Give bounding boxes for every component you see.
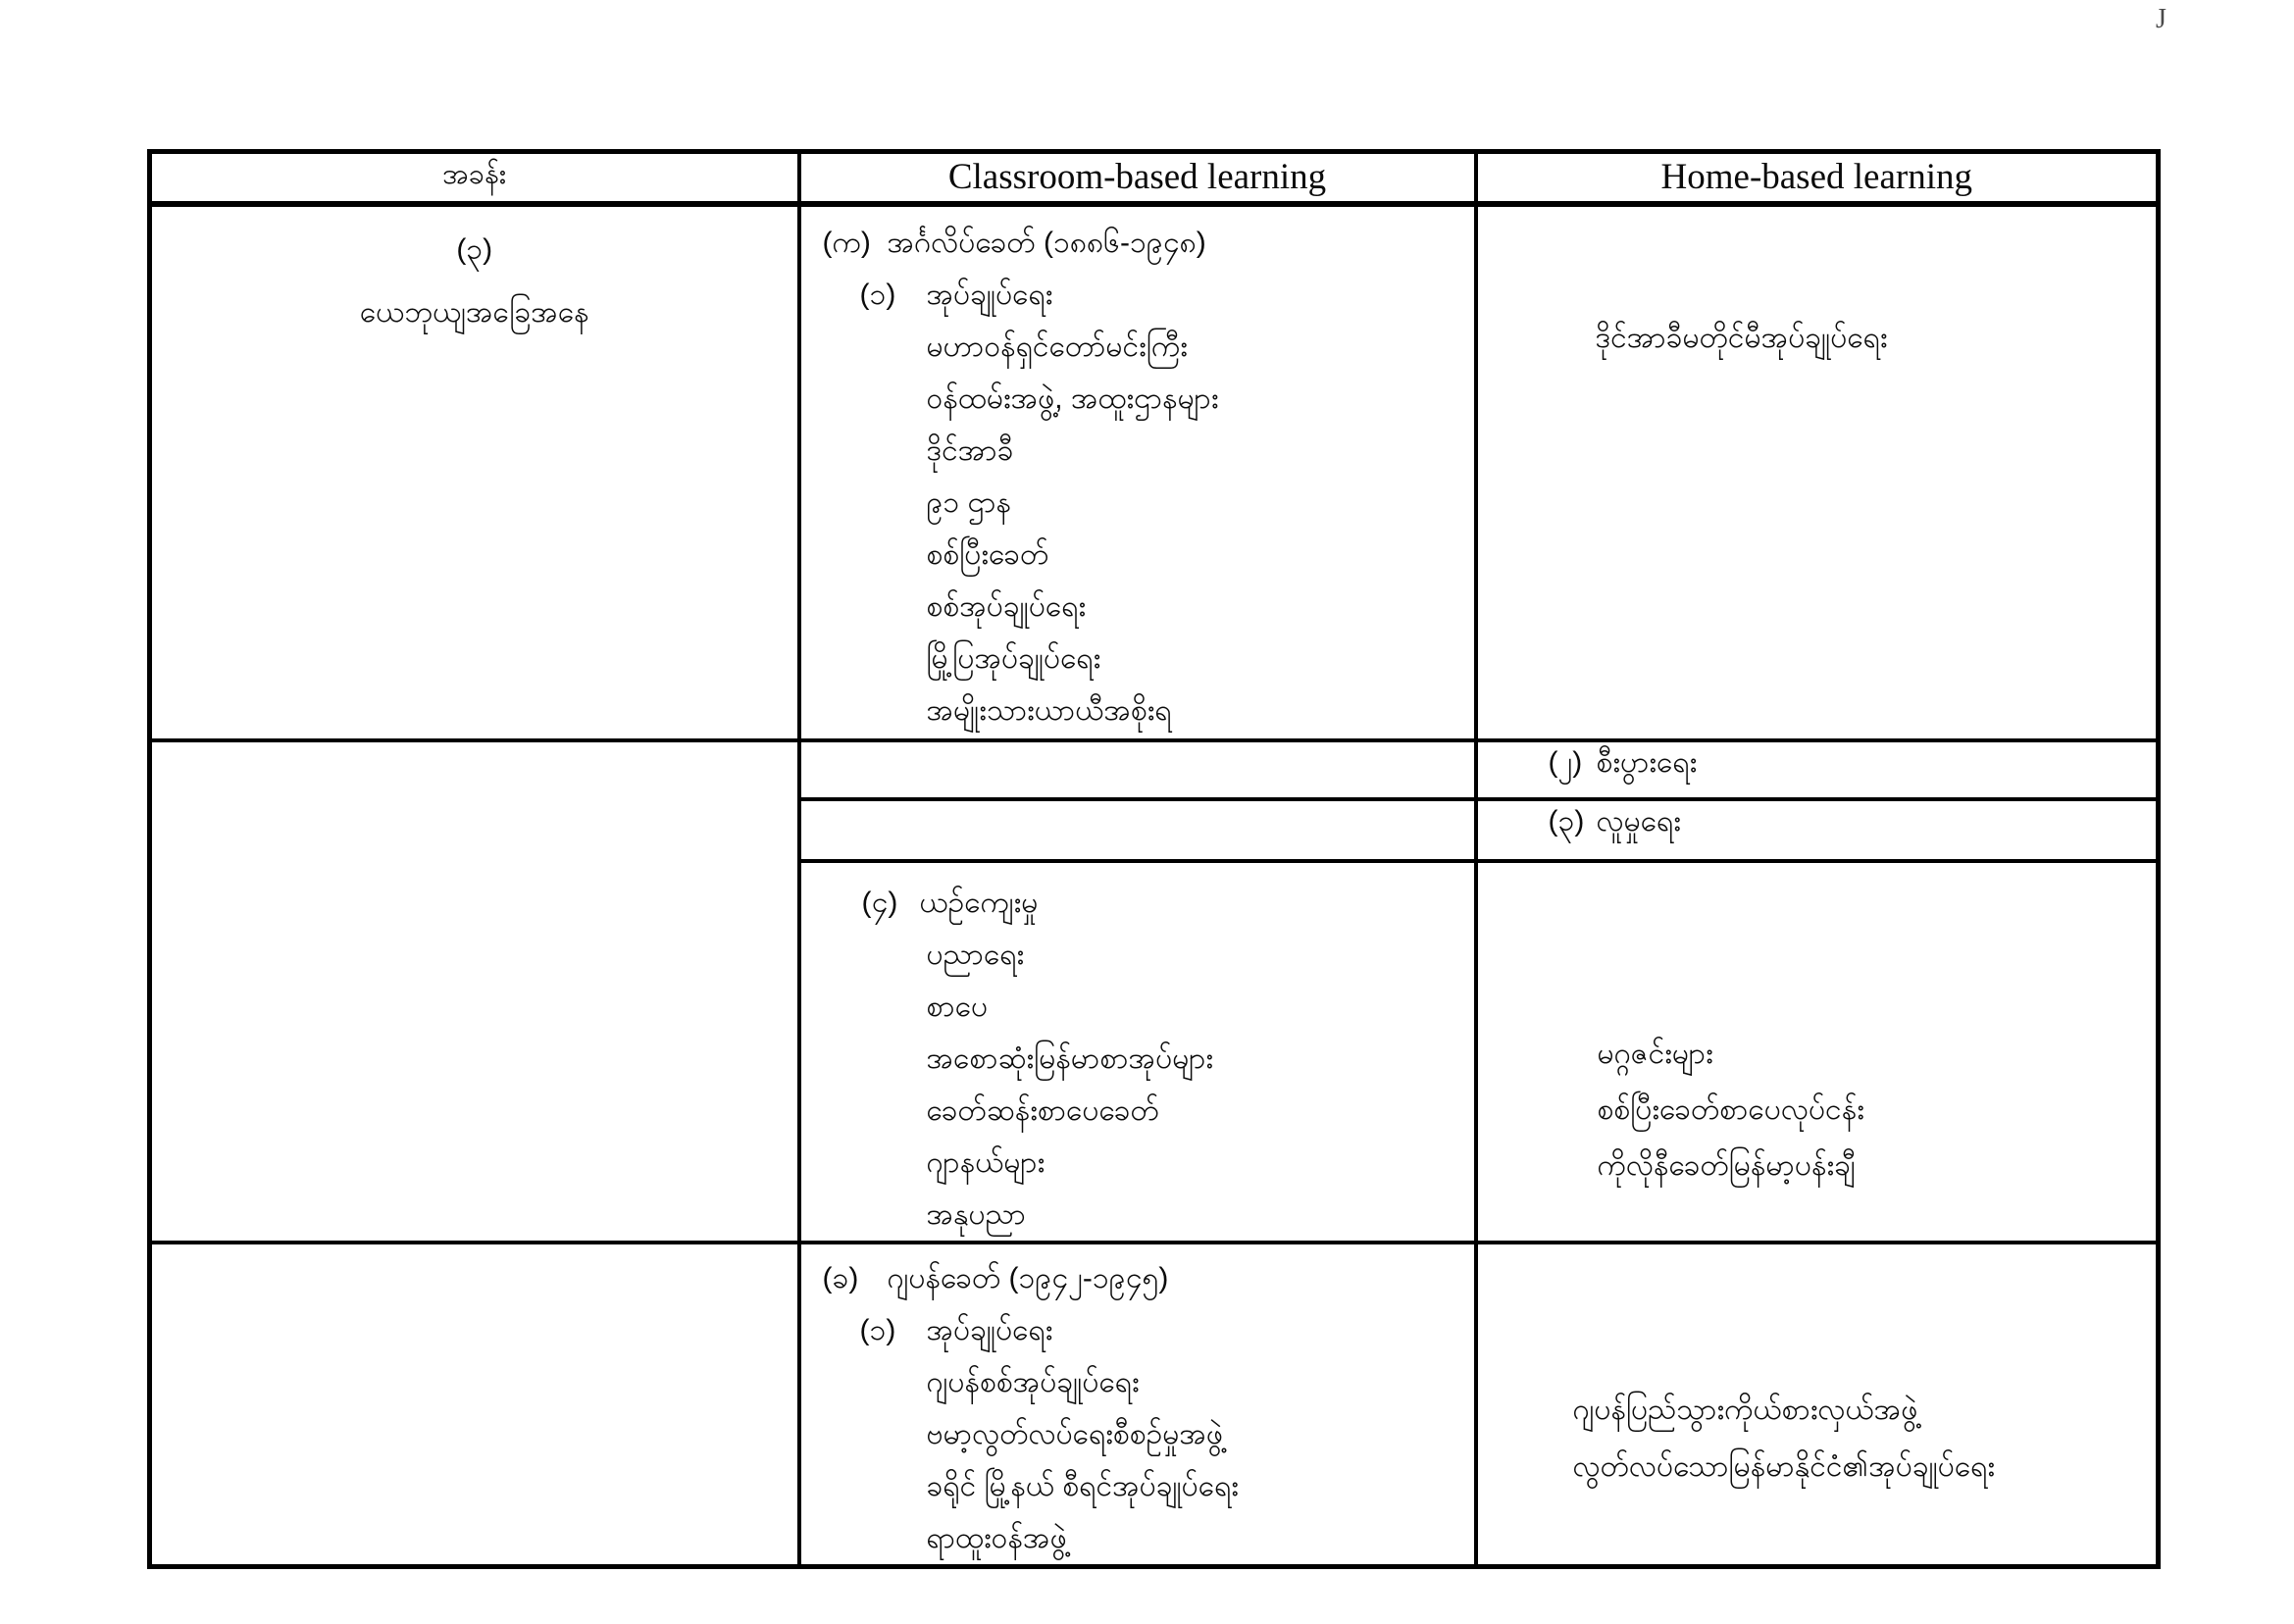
section-title: အုပ်ချုပ်ရေး (926, 1313, 1053, 1346)
cell-home-economy (1476, 740, 2159, 799)
list-item: ၉၁ ဌာန (926, 485, 1012, 519)
section-heading (801, 1304, 1474, 1356)
era-label: (ခ) (822, 1261, 859, 1294)
cell-chapter (150, 204, 799, 740)
cell-home-japanese-era (1476, 1243, 2159, 1567)
list-item: ဒိုင်အာခီ (926, 433, 1014, 467)
era-title: အင်္ဂလိပ်ခေတ် (၁၈၈၆-၁၉၄၈) (887, 226, 1206, 259)
cell-classroom-english-era (799, 204, 1476, 740)
row-japanese-era (150, 1243, 2159, 1567)
list-item: စစ်အုပ်ချုပ်ရေး (926, 589, 1087, 623)
home-item: ဒိုင်အာခီမတိုင်မီအုပ်ချုပ်ရေး (1595, 321, 1888, 354)
cell-classroom-culture (799, 861, 1476, 1243)
cell-home-culture (1476, 861, 2159, 1243)
list-item: အမျိုးသားယာယီအစိုးရ (926, 693, 1172, 727)
home-numbered-item (1478, 742, 2157, 787)
list-item: ရာထူးဝန်အဖွဲ့ (926, 1521, 1067, 1554)
section-title: အုပ်ချုပ်ရေး (926, 278, 1053, 311)
list-item: ဝန်ထမ်းအဖွဲ့, အထူးဌာနများ (926, 381, 1219, 415)
list-item: အနုပညာ (926, 1197, 1026, 1231)
learning-plan-table (147, 149, 2161, 1569)
era-title: ဂျပန်ခေတ် (၁၉၄၂-၁၉၄၅) (887, 1261, 1169, 1294)
era-heading (801, 217, 1474, 269)
list-item: ခေတ်ဆန်းစာပေခေတ် (926, 1093, 1159, 1127)
cell-classroom-economy-empty (799, 740, 1476, 799)
section-label: (၁) (859, 1313, 896, 1346)
home-item: စစ်ပြီးခေတ်စာပေလုပ်ငန်း (1597, 1092, 1864, 1126)
section-label: (၄) (861, 886, 898, 919)
list-item: ခရိုင် မြို့နယ် စီရင်အုပ်ချုပ်ရေး (926, 1469, 1239, 1502)
list-item: ပညာရေး (926, 938, 1025, 971)
era-label: (က) (822, 226, 871, 259)
cell-home-english-era (1476, 204, 2159, 740)
home-item: မဂ္ဂဇင်းများ (1597, 1037, 1713, 1070)
list-item: ဂျာနယ်များ (926, 1145, 1045, 1179)
cell-classroom-japanese-era (799, 1243, 1476, 1567)
row-economy (150, 740, 2159, 799)
row-english-era (150, 204, 2159, 740)
header-chapter: အခန်း (150, 152, 799, 204)
cell-chapter-merged-empty (150, 740, 799, 1243)
list-item: ဗမာ့လွတ်လပ်ရေးစီစဉ်မှုအဖွဲ့ (926, 1417, 1224, 1450)
section-heading (801, 877, 1474, 929)
list-item: မဟာဝန်ရှင်တော်မင်းကြီး (926, 330, 1188, 363)
home-item-label: (၂) (1548, 745, 1583, 779)
list-item: စာပေ (926, 990, 989, 1023)
cell-home-social (1476, 799, 2159, 861)
header-classroom-based-learning: Classroom-based learning (799, 152, 1476, 204)
header-home-based-learning: Home-based learning (1476, 152, 2159, 204)
chapter-title: ယေဘုယျအခြေအနေ (359, 295, 589, 329)
cell-chapter-empty (150, 1243, 799, 1567)
home-item-label: (၃) (1548, 804, 1585, 837)
home-numbered-item (1478, 801, 2157, 845)
home-item: ဂျပန်ပြည်သွားကိုယ်စားလှယ်အဖွဲ့ (1572, 1393, 1918, 1426)
table-header-row (150, 152, 2159, 204)
chapter-number: (၃) (456, 232, 493, 266)
home-item-text: စီးပွားရေး (1596, 745, 1698, 779)
section-heading (801, 269, 1474, 321)
home-item: လွတ်လပ်သောမြန်မာနိုင်ငံ၏အုပ်ချုပ်ရေး (1572, 1449, 1996, 1483)
cell-classroom-social-empty (799, 799, 1476, 861)
list-item: မြို့ပြအုပ်ချုပ်ရေး (926, 641, 1101, 675)
list-item: အစောဆုံးမြန်မာစာအုပ်များ (926, 1041, 1214, 1075)
list-item: ဂျပန်စစ်အုပ်ချုပ်ရေး (926, 1365, 1140, 1398)
list-item: စစ်ပြီးခေတ် (926, 537, 1049, 571)
page-corner-mark: J (2156, 4, 2167, 34)
era-heading (801, 1252, 1474, 1304)
home-item: ကိုလိုနီခေတ်မြန်မာ့ပန်းချီ (1597, 1148, 1856, 1182)
home-item-text: လူမှုရေး (1596, 804, 1681, 837)
section-label: (၁) (859, 278, 896, 311)
section-title: ယဉ်ကျေးမှု (919, 886, 1039, 919)
